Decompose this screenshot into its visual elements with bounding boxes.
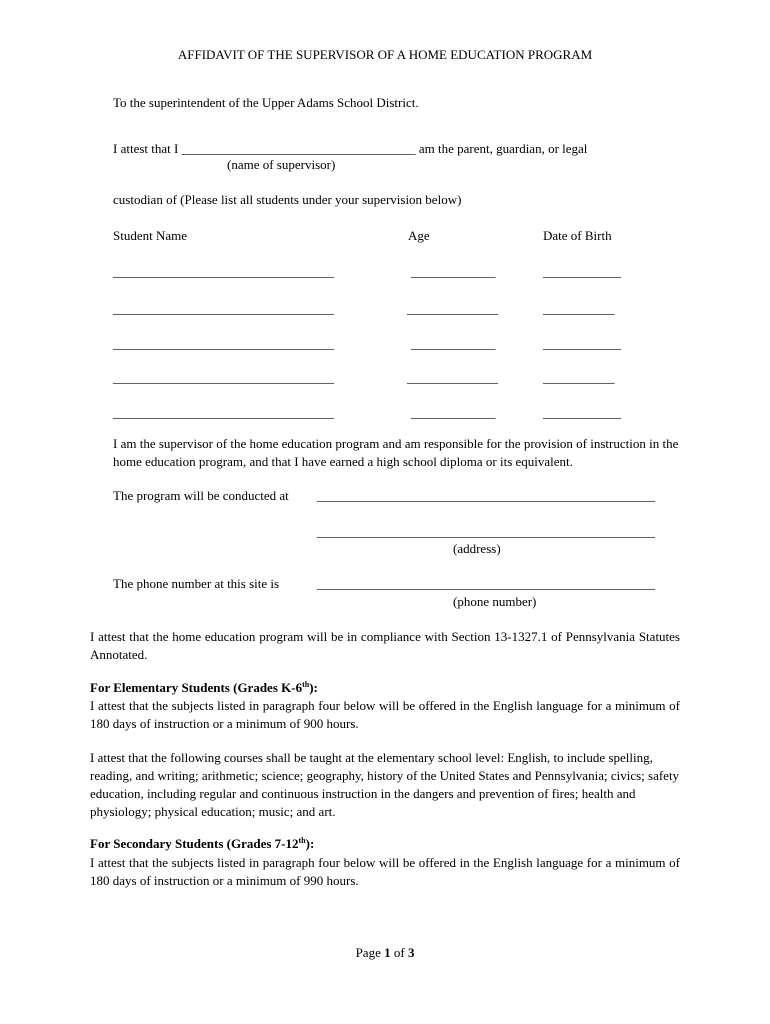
secondary-heading-end: ): (305, 836, 315, 851)
elementary-text: I attest that the subjects listed in paragraph four below will be offered in the English language for a minimum of 180 days of instruction or a minimum of 900 hours. (90, 698, 680, 731)
page-footer (0, 945, 770, 961)
page-number: 1 (384, 945, 391, 960)
age-blank: _____________ (411, 405, 496, 420)
phone-caption: (phone number) (453, 594, 537, 609)
address-blank-1: ____________________________________________________ (317, 488, 655, 503)
dob-blank: ____________ (543, 336, 621, 351)
page-total: 3 (407, 945, 415, 960)
phone-label: The phone number at this site is (113, 576, 280, 591)
secondary-heading-text: For Secondary Students (Grades 7-12 (90, 836, 299, 851)
age-blank: ______________ (407, 370, 498, 385)
dob-blank: ____________ (543, 405, 621, 420)
elementary-courses: I attest that the following courses shall be taught at the elementary school level: English, to include spelling, reading, and writing; arithmetic; science; geography, history of the United States and Pennsylvania; civics; safety education, including regular and continuous instruction in the dangers and prevention of fires; health and physiology; physical education; music; and art. (90, 750, 680, 819)
page-word: Page (355, 945, 381, 960)
student-name-blank: __________________________________ (113, 336, 334, 351)
student-name-blank: __________________________________ (113, 405, 334, 420)
age-blank: _____________ (411, 264, 496, 279)
elementary-heading (90, 680, 318, 696)
elementary-heading-sup: th (302, 680, 310, 689)
document-title: AFFIDAVIT OF THE SUPERVISOR OF A HOME EDUCATION PROGRAM (177, 47, 593, 62)
dob-blank: ___________ (543, 301, 615, 316)
address-caption: (address) (453, 541, 501, 556)
salutation: To the superintendent of the Upper Adams School District. (113, 95, 419, 110)
age-blank: ______________ (407, 301, 498, 316)
secondary-heading-sup: th (298, 836, 306, 845)
student-name-blank: __________________________________ (113, 301, 334, 316)
attest-suffix: am the parent, guardian, or legal (418, 141, 588, 156)
elementary-heading-text: For Elementary Students (Grades K-6 (90, 680, 303, 695)
header-student-name: Student Name (113, 228, 188, 243)
compliance-statement: I attest that the home education program will be in compliance with Section 13-1327.1 of Pennsylvania Statutes Annotated. (90, 629, 680, 662)
dob-blank: ____________ (543, 264, 621, 279)
student-name-blank: __________________________________ (113, 370, 334, 385)
program-location-label: The program will be conducted at (113, 488, 289, 503)
secondary-heading (90, 836, 314, 852)
age-blank: _____________ (411, 336, 496, 351)
supervisor-name-caption: (name of supervisor) (227, 157, 336, 172)
dob-blank: ___________ (543, 370, 615, 385)
attest-prefix: I attest that I (113, 141, 179, 156)
secondary-text: I attest that the subjects listed in paragraph four below will be offered in the English language for a minimum of 180 days of instruction or a minimum of 990 hours. (90, 855, 680, 888)
supervisor-name-blank: ____________________________________ (181, 141, 416, 156)
supervisor-statement: I am the supervisor of the home education program and am responsible for the provision of instruction in the home education program, and that I have earned a high school diploma or its equivalent. (113, 436, 679, 469)
address-blank-2: ____________________________________________________ (317, 524, 655, 539)
elementary-heading-end: ): (309, 680, 318, 695)
phone-blank: ____________________________________________________ (317, 576, 655, 591)
of-word: of (393, 945, 405, 960)
attest-supervisor-line (113, 141, 587, 157)
header-age: Age (408, 228, 430, 243)
student-name-blank: __________________________________ (113, 264, 334, 279)
header-date-of-birth: Date of Birth (543, 228, 612, 243)
custodian-line: custodian of (Please list all students under your supervision below) (113, 192, 462, 207)
